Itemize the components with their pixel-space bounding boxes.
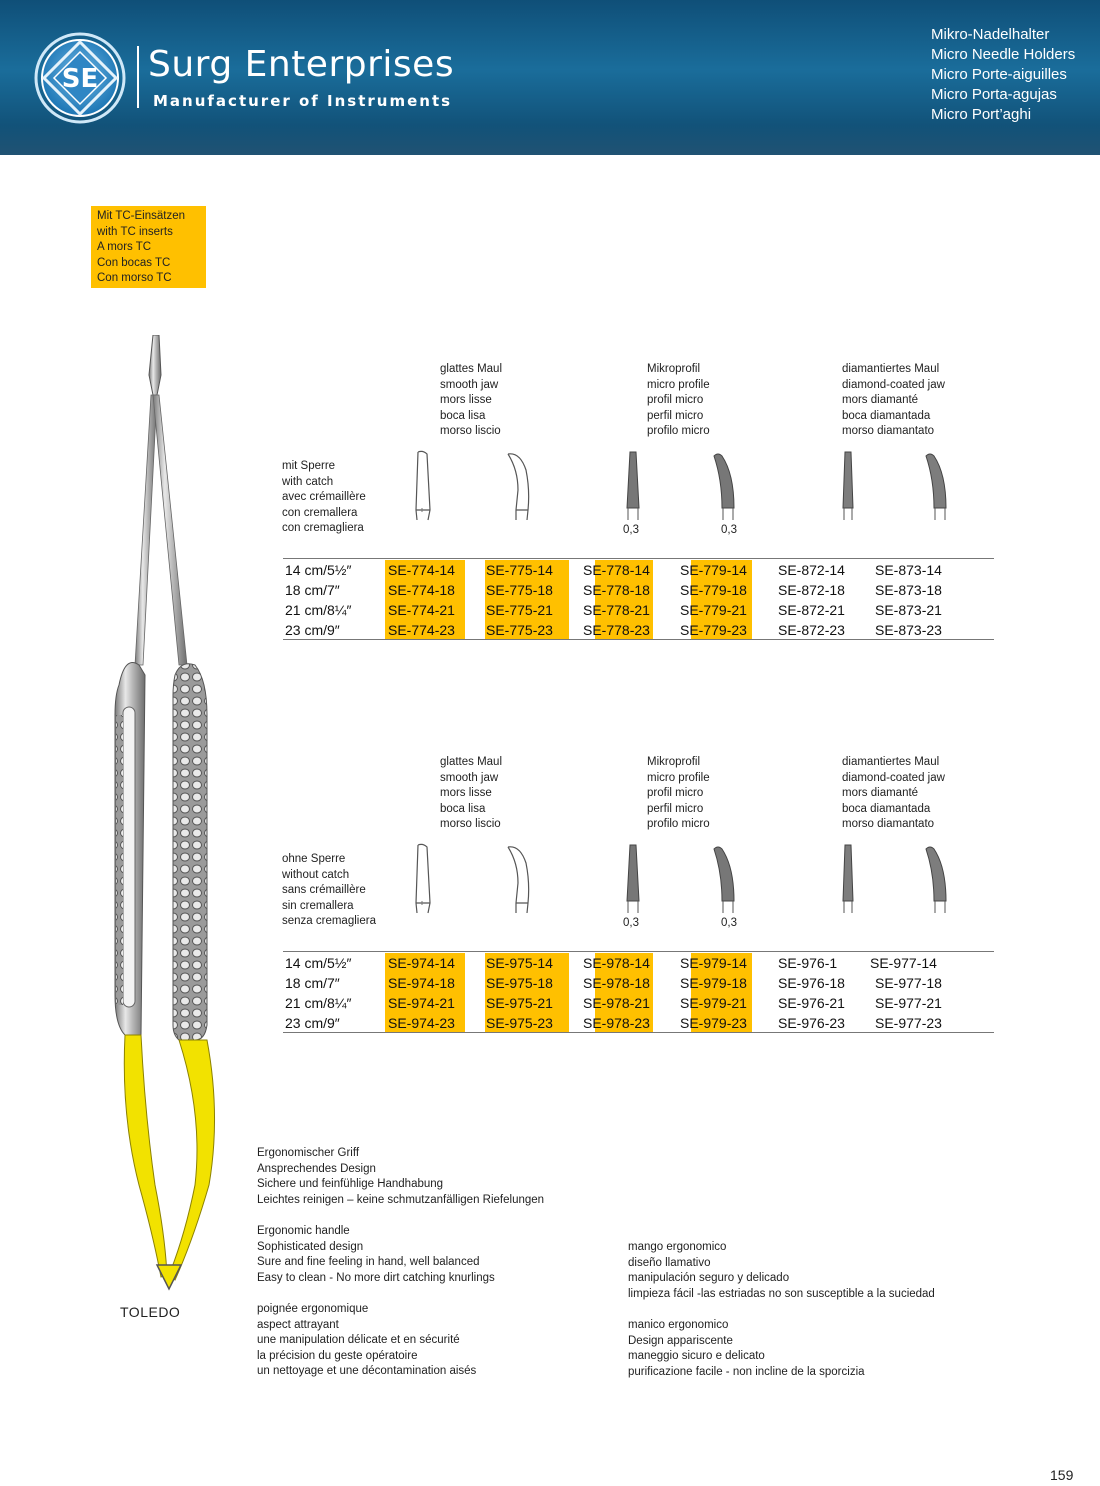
- company-name: Surg Enterprises: [148, 44, 455, 85]
- table-row: [280, 953, 1000, 973]
- code-cell: SE-775-21: [486, 602, 553, 618]
- code-cell: SE-974-23: [388, 1015, 455, 1031]
- column-header-micro-profile: Mikroprofil micro profile profil micro perfil micro profilo micro: [647, 756, 710, 831]
- diamond-curved-jaw-icon: [920, 450, 950, 522]
- code-cell: SE-978-18: [583, 975, 650, 991]
- code-cell: SE-872-23: [778, 622, 845, 638]
- features-fr: poignée ergonomique aspect attrayant une manipulation délicate et en sécurité la précision du geste opératoire un nettoyage et une décontamination aisés: [257, 1302, 477, 1378]
- diamond-curved-jaw-icon: [920, 843, 950, 915]
- code-cell: SE-774-23: [388, 622, 455, 638]
- code-cell: SE-978-23: [583, 1015, 650, 1031]
- page-title-block: [931, 25, 1075, 125]
- size-cell: 23 cm/9″: [285, 1015, 340, 1031]
- code-cell: SE-979-21: [680, 995, 747, 1011]
- code-cell: SE-774-14: [388, 562, 455, 578]
- code-cell: SE-779-21: [680, 602, 747, 618]
- size-cell: 14 cm/5½″: [285, 955, 352, 971]
- table-rule-top: [283, 951, 994, 952]
- smooth-straight-jaw-icon: [408, 843, 438, 915]
- column-header-smooth-jaw: glattes Maul smooth jaw mors lisse boca lisa morso liscio: [440, 363, 503, 438]
- page-title-it: Micro Port’aghi: [931, 106, 1032, 123]
- company-tagline: Manufacturer of Instruments: [153, 92, 453, 110]
- code-cell: SE-775-14: [486, 562, 553, 578]
- smooth-curved-jaw-icon: [504, 450, 534, 522]
- code-cell: SE-977-23: [875, 1015, 942, 1031]
- logo-letters: SE: [61, 64, 99, 94]
- table-row: [280, 973, 1000, 993]
- micro-straight-jaw-icon: [618, 843, 648, 915]
- size-cell: 14 cm/5½″: [285, 562, 352, 578]
- code-cell: SE-775-18: [486, 582, 553, 598]
- column-header-diamond-jaw: diamantiertes Maul diamond-coated jaw mors diamanté boca diamantada morso diamantato: [842, 363, 945, 438]
- column-header-smooth-jaw: glattes Maul smooth jaw mors lisse boca lisa morso liscio: [440, 756, 503, 831]
- code-cell: SE-974-14: [388, 955, 455, 971]
- code-cell: SE-779-23: [680, 622, 747, 638]
- features-de: Ergonomischer Griff Ansprechendes Design Sichere und feinfühlige Handhabung Leichtes reinigen – keine schmutzanfälligen Riefelungen: [257, 1147, 545, 1206]
- size-cell: 18 cm/7″: [285, 582, 340, 598]
- code-cell: SE-975-21: [486, 995, 553, 1011]
- catch-type-label: ohne Sperre without catch sans crémaillère sin cremallera senza cremagliera: [282, 853, 376, 928]
- jaw-size-value: 0,3: [721, 524, 737, 536]
- catalog-section-with-catch: [280, 362, 1000, 642]
- size-cell: 21 cm/8¼″: [285, 995, 352, 1011]
- needle-holder-image: [95, 335, 245, 1295]
- table-row: [280, 600, 1000, 620]
- jaw-size-value: 0,3: [623, 917, 639, 929]
- code-cell: SE-873-14: [875, 562, 942, 578]
- code-cell: SE-779-14: [680, 562, 747, 578]
- micro-curved-jaw-icon: [708, 450, 738, 522]
- tc-line: Con bocas TC: [97, 256, 171, 269]
- code-cell: SE-977-18: [875, 975, 942, 991]
- code-cell: SE-974-18: [388, 975, 455, 991]
- catalog-section-without-catch: [280, 755, 1000, 1035]
- column-header-micro-profile: Mikroprofil micro profile profil micro perfil micro profilo micro: [647, 363, 710, 438]
- table-row: [280, 993, 1000, 1013]
- code-cell: SE-976-21: [778, 995, 845, 1011]
- page-number: 159: [1050, 1467, 1074, 1483]
- micro-straight-jaw-icon: [618, 450, 648, 522]
- code-cell: SE-774-18: [388, 582, 455, 598]
- catch-type-label: mit Sperre with catch avec crémaillère con cremallera con cremagliera: [282, 460, 366, 535]
- size-cell: 23 cm/9″: [285, 622, 340, 638]
- page-title-fr: Micro Porte-aiguilles: [931, 66, 1067, 83]
- size-cell: 21 cm/8¼″: [285, 602, 352, 618]
- code-cell: SE-979-14: [680, 955, 747, 971]
- code-cell: SE-976-1: [778, 955, 838, 971]
- code-cell: SE-873-18: [875, 582, 942, 598]
- code-cell: SE-975-23: [486, 1015, 553, 1031]
- table-row: [280, 580, 1000, 600]
- features-it: manico ergonomico Design appariscente maneggio sicuro e delicato purificazione facile - non incline de la sporcizia: [628, 1318, 865, 1378]
- company-logo-icon: [34, 32, 126, 124]
- code-cell: SE-778-21: [583, 602, 650, 618]
- diamond-straight-jaw-icon: [833, 843, 863, 915]
- code-cell: SE-975-14: [486, 955, 553, 971]
- instrument-label: TOLEDO: [120, 1304, 181, 1320]
- diamond-straight-jaw-icon: [833, 450, 863, 522]
- code-cell: SE-979-18: [680, 975, 747, 991]
- code-cell: SE-872-14: [778, 562, 845, 578]
- code-cell: SE-975-18: [486, 975, 553, 991]
- jaw-size-value: 0,3: [623, 524, 639, 536]
- code-cell: SE-779-18: [680, 582, 747, 598]
- tc-line: A mors TC: [97, 241, 152, 254]
- features-description-left: [257, 1146, 544, 1396]
- page-title-en: Micro Needle Holders: [931, 46, 1076, 63]
- code-cell: SE-778-18: [583, 582, 650, 598]
- smooth-straight-jaw-icon: [408, 450, 438, 522]
- tc-line: Mit TC-Einsätzen: [97, 210, 185, 222]
- table-rule-bottom: [283, 1032, 994, 1033]
- product-table: [280, 953, 1000, 1033]
- table-rule-top: [283, 558, 994, 559]
- code-cell: SE-977-21: [875, 995, 942, 1011]
- code-cell: SE-778-14: [583, 562, 650, 578]
- code-cell: SE-974-21: [388, 995, 455, 1011]
- code-cell: SE-774-21: [388, 602, 455, 618]
- features-es: mango ergonomico diseño llamativo manipulación seguro y delicado limpieza fácil -las estriadas no son susceptible a la suciedad: [628, 1241, 935, 1300]
- table-row: [280, 620, 1000, 640]
- code-cell: SE-978-21: [583, 995, 650, 1011]
- features-en: Ergonomic handle Sophisticated design Sure and fine feeling in hand, well balanced Easy to clean - No more dirt catching knurlings: [257, 1224, 495, 1284]
- tc-line: with TC inserts: [97, 225, 173, 238]
- smooth-curved-jaw-icon: [504, 843, 534, 915]
- page-header: [0, 0, 1100, 155]
- page-title-es: Micro Porta-agujas: [931, 86, 1057, 103]
- code-cell: SE-873-23: [875, 622, 942, 638]
- code-cell: SE-979-23: [680, 1015, 747, 1031]
- table-row: [280, 560, 1000, 580]
- table-rule-bottom: [283, 639, 994, 640]
- tc-inserts-badge: [91, 206, 206, 288]
- code-cell: SE-978-14: [583, 955, 650, 971]
- micro-curved-jaw-icon: [708, 843, 738, 915]
- page-title-de: Mikro-Nadelhalter: [931, 26, 1050, 43]
- code-cell: SE-775-23: [486, 622, 553, 638]
- table-row: [280, 1013, 1000, 1033]
- code-cell: SE-872-21: [778, 602, 845, 618]
- code-cell: SE-873-21: [875, 602, 942, 618]
- tc-line: Con morso TC: [97, 272, 172, 285]
- code-cell: SE-977-14: [870, 955, 937, 971]
- code-cell: SE-976-23: [778, 1015, 845, 1031]
- product-table: [280, 560, 1000, 640]
- size-cell: 18 cm/7″: [285, 975, 340, 991]
- logo-divider: [137, 46, 139, 108]
- column-header-diamond-jaw: diamantiertes Maul diamond-coated jaw mors diamanté boca diamantada morso diamantato: [842, 756, 945, 831]
- code-cell: SE-976-18: [778, 975, 845, 991]
- code-cell: SE-872-18: [778, 582, 845, 598]
- code-cell: SE-778-23: [583, 622, 650, 638]
- jaw-size-value: 0,3: [721, 917, 737, 929]
- features-description-right: [628, 1240, 935, 1396]
